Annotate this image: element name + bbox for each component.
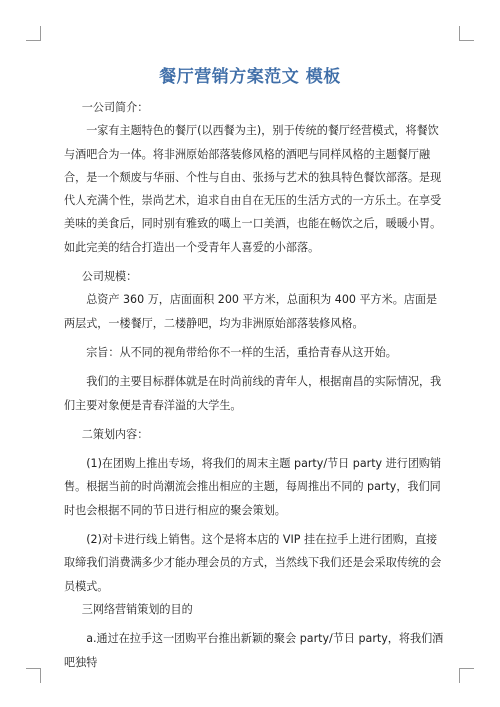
section-heading-plan-content: 二策划内容： (81, 427, 149, 441)
section-heading-company-scale: 公司规模： (81, 270, 138, 284)
document-title: 餐厅营销方案范文 模板 (159, 67, 341, 87)
paragraph-company-scale: 总资产 360 万，店面面积 200 平方米，总面积为 400 平方米。店面是两层式，一楼餐厅，二楼静吧，均为非洲原始部落装修风格。 (64, 293, 438, 330)
paragraph-mission: 宗旨：从不同的视角带给你不一样的生活，重拾青春从这开始。 (86, 345, 397, 359)
section-heading-marketing-goal: 三网络营销策划的目的 (81, 602, 193, 616)
paragraph-company-intro: 一家有主题特色的餐厅(以西餐为主)，别于传统的餐厅经营模式，将餐饮与酒吧合为一体。将非洲原始部落装修风格的酒吧与同样风格的主题餐厅融合，是一个颓废与华丽、个性与自由、张扬与艺术的独具特色餐饮部落。是现代人充满个性，崇尚艺术，追求自由自在无压的生活方式的一方乐土。在享受美味的美食后，同时别有雅致的噶上一口美酒，也能在畅饮之后，暖暖小胃。如此完美的结合打造出一个受青年人喜爱的小部落。 (64, 124, 442, 254)
crop-mark-top-left (26, 26, 41, 41)
crop-mark-bottom-right (459, 668, 474, 683)
paragraph-marketing-goal-a: a.通过在拉手这一团购平台推出新颖的聚会 party/节日 party，将我们酒吧独特 (64, 632, 444, 669)
section-heading-company-intro: 一公司简介： (81, 101, 149, 114)
crop-mark-top-right (459, 26, 474, 41)
paragraph-plan-item-1: (1)在团购上推出专场，将我们的周末主题 party/节日 party 进行团购销售。根据当前的时尚潮流会推出相应的主题，每周推出不同的 party，我们同时也会根据不同的节日进行相应的聚会策划。 (64, 457, 442, 517)
paragraph-plan-item-2: (2)对卡进行线上销售。这个是将本店的 VIP 挂在拉手上进行团购，直接取缔我们消费满多少才能办理会员的方式，当然线下我们还是会采取传统的会员模式。 (64, 533, 442, 593)
paragraph-target-group: 我们的主要目标群体就是在时尚前线的青年人，根据南昌的实际情况，我们主要对象便是青春洋溢的大学生。 (64, 375, 442, 412)
crop-mark-bottom-left (26, 668, 41, 683)
document-body (64, 96, 446, 674)
